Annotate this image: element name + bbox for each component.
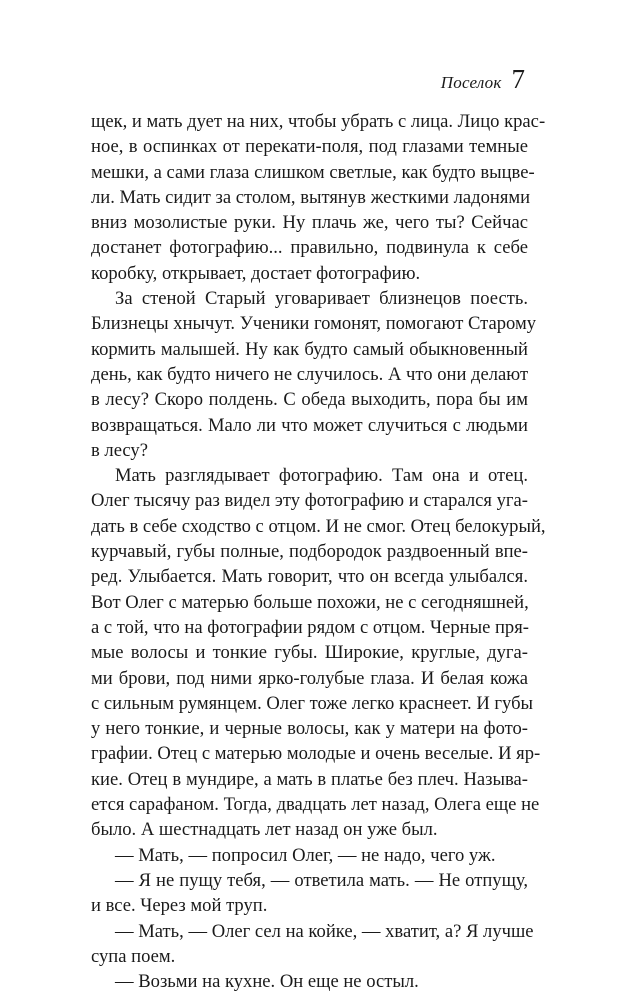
text-line: в лесу? xyxy=(91,439,148,461)
text-line: кормить малышей. Ну как будто самый обыкновенный xyxy=(91,338,528,360)
text-line: коробку, открывает, достает фотографию. xyxy=(91,262,421,284)
text-line: Вот Олег с матерью больше похожи, не с сегодняшней, xyxy=(91,591,529,613)
text-line: графии. Отец с матерью молодые и очень веселые. И яр- xyxy=(91,743,541,765)
text-line: — Возьми на кухне. Он еще не остыл. xyxy=(115,971,419,993)
text-line: было. А шестнадцать лет назад он уже был. xyxy=(91,819,438,841)
text-line: у него тонкие, и черные волосы, как у матери на фото- xyxy=(91,718,528,740)
text-line: Близнецы хнычут. Ученики гомонят, помогают Старому xyxy=(91,313,537,335)
text-line: и все. Через мой труп. xyxy=(91,895,268,917)
body-text xyxy=(91,109,546,994)
page-number: 7 xyxy=(511,64,525,94)
text-line: вниз мозолистые руки. Ну плачь же, чего ты? Сейчас xyxy=(91,212,528,234)
text-line: ется сарафаном. Тогда, двадцать лет назад, Олега еще не xyxy=(91,794,540,816)
text-line: кие. Отец в мундире, а мать в платье без плеч. Называ- xyxy=(91,768,528,790)
text-line: — Мать, — Олег сел на койке, — хватит, а? Я лучше xyxy=(115,920,534,942)
text-line: курчавый, губы полные, подбородок раздвоенный впе- xyxy=(91,541,528,563)
text-line: — Мать, — попросил Олег, — не надо, чего уж. xyxy=(115,844,496,866)
text-line: За стеной Старый уговаривает близнецов поесть. xyxy=(115,288,528,310)
text-line: Мать разглядывает фотографию. Там она и отец. xyxy=(115,465,528,487)
text-line: с сильным румянцем. Олег тоже легко краснеет. И губы xyxy=(91,692,534,714)
text-line: ред. Улыбается. Мать говорит, что он всегда улыбался. xyxy=(91,566,528,588)
text-line: дать в себе сходство с отцом. И не смог. Отец белокурый, xyxy=(91,515,546,537)
text-line: ли. Мать сидит за столом, вытянув жесткими ладонями xyxy=(91,186,531,208)
text-line: в лесу? Скоро полдень. С обеда выходить, пора бы им xyxy=(91,389,528,411)
text-line: достанет фотографию... правильно, подвинула к себе xyxy=(91,237,528,259)
text-line: супа поем. xyxy=(91,945,176,967)
running-head xyxy=(441,66,525,93)
text-line: Олег тысячу раз видел эту фотографию и старался уга- xyxy=(91,490,528,512)
running-title: Поселок xyxy=(440,73,502,92)
text-line: ное, в оспинках от перекати-поля, под глазами темные xyxy=(91,136,528,158)
text-line: мешки, а сами глаза слишком светлые, как будто выцве- xyxy=(91,161,535,183)
text-line: возвращаться. Мало ли что может случиться с людьми xyxy=(91,414,528,436)
text-line: щек, и мать дует на них, чтобы убрать с лица. Лицо крас- xyxy=(91,111,546,132)
text-line: ми брови, под ними ярко-голубые глаза. И белая кожа xyxy=(91,667,528,689)
text-line: а с той, что на фотографии рядом с отцом. Черные пря- xyxy=(91,616,529,638)
text-line: день, как будто ничего не случилось. А что они делают xyxy=(91,363,529,385)
text-line: — Я не пущу тебя, — ответила мать. — Не отпущу, xyxy=(115,869,528,891)
text-line: мые волосы и тонкие губы. Широкие, круглые, дуга- xyxy=(91,642,528,664)
